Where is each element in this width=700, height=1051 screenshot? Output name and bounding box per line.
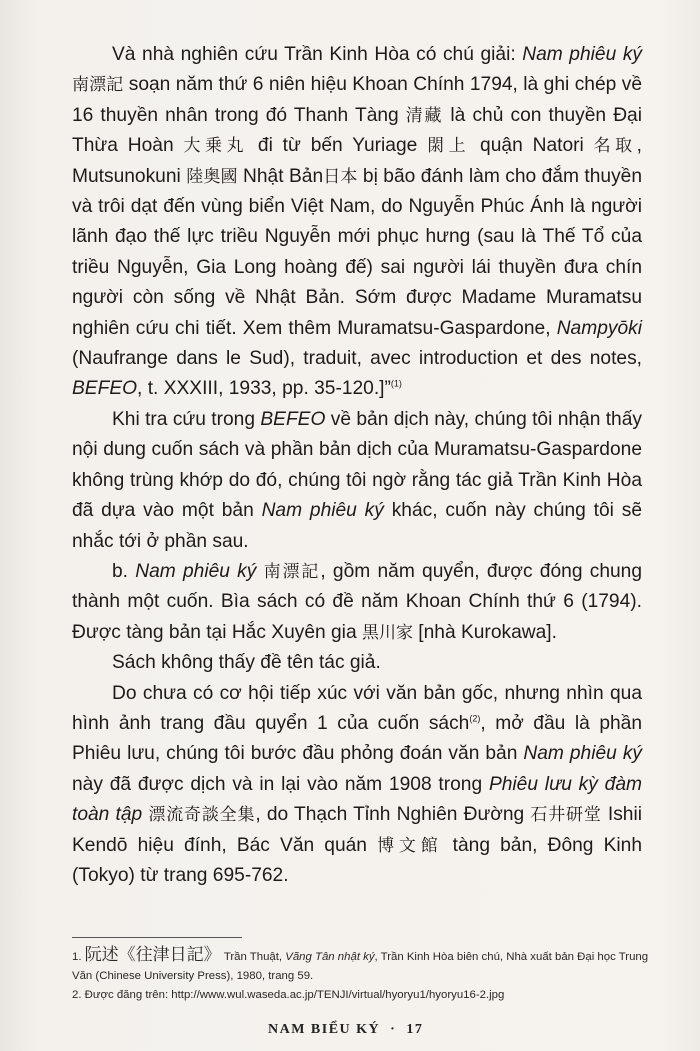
han-characters: 閖上	[427, 136, 471, 157]
text-run: , t. XXXIII, 1933, pp. 35-120.]”	[137, 378, 391, 400]
text-run: tàng bản, Đông Kinh (Tokyo) từ trang 695-762.	[72, 834, 642, 886]
text-run: đi từ bến Yuriage	[248, 135, 428, 157]
han-characters: 名取	[593, 136, 637, 157]
text-run: [nhà Kurokawa].	[412, 621, 557, 643]
text-run: 2. Được đăng trên: http://www.wul.waseda.ac.jp/TENJI/virtual/hyoryu1/hyoryu16-2.jpg	[72, 989, 505, 1001]
text-run: Sách không thấy đề tên tác giả.	[112, 652, 381, 674]
han-characters: 陸奥國	[186, 166, 238, 187]
han-characters: 石井研堂	[530, 805, 602, 826]
text-run: 1.	[72, 951, 85, 963]
text-run: b.	[112, 560, 136, 582]
text-run: Nampyōki	[556, 317, 642, 339]
text-run: Nam phiêu ký	[261, 500, 384, 522]
footnote-divider	[72, 937, 242, 938]
footnotes	[72, 946, 652, 1005]
running-footer	[268, 1022, 423, 1038]
han-characters: 漂流奇談全集	[148, 805, 256, 826]
text-run: , Mutsunokuni	[72, 135, 643, 187]
text-run: BEFEO	[260, 408, 326, 430]
text-run: Khi tra cứu trong	[112, 408, 261, 430]
han-characters: 大乗丸	[183, 136, 249, 157]
text-run: , Trần Kinh Hòa biên chú, Nhà xuất bản Đại học Trung Văn (Chinese University Press), 1980, trang 59.	[72, 951, 649, 982]
paragraph	[72, 405, 642, 557]
paragraph	[72, 648, 642, 678]
text-run: là chủ con thuyền Đại Thừa Hoàn	[72, 104, 642, 157]
han-characters: 博文館	[377, 835, 443, 856]
text-run: BEFEO	[72, 378, 138, 400]
text-run: (Naufrange dans le Sud), traduit, avec introduction et des notes,	[72, 348, 642, 370]
text-run: soạn năm thứ 6 niên hiệu Khoan Chính 1794, là ghi chép về 16 thuyền nhân trong đó Thanh Tàng	[72, 74, 642, 126]
text-run: Nhật Bản	[237, 165, 324, 187]
book-title: NAM BIỂU KÝ	[268, 1022, 381, 1037]
han-characters: 阮述《往津日記》	[84, 945, 221, 965]
text-run: , mở đầu là phần Phiêu lưu, chúng tôi bước đầu phỏng đoán văn bản	[72, 712, 642, 765]
text-run: Nam phiêu ký	[522, 44, 643, 65]
paragraph	[72, 679, 642, 892]
han-characters: 清藏	[405, 105, 444, 126]
footnote	[72, 986, 652, 1005]
text-run: về bản dịch này, chúng tôi nhận thấy nội dung cuốn sách và phần bản dịch của Muramatsu-Gaspardone không trùng khớp do đó, chúng tôi ngờ rằng tác giả Trần Kinh Hòa đã dựa vào một bản	[72, 408, 642, 522]
han-characters: 南漂記	[72, 75, 124, 96]
text-run: Vãng Tân nhật ký	[285, 951, 375, 963]
text-run: Và nhà nghiên cứu Trần Kinh Hòa có chú giải:	[112, 44, 523, 65]
page-number: 17	[406, 1022, 424, 1037]
paragraph	[72, 40, 642, 405]
footer-separator: ·	[390, 1022, 397, 1037]
han-characters: 黒川家	[361, 622, 413, 643]
body-text	[72, 40, 642, 891]
text-run: Phiêu lưu kỳ đàm toàn tập	[72, 773, 642, 826]
text-run: Do chưa có cơ hội tiếp xúc với văn bản gốc, nhưng nhìn qua hình ảnh trang đầu quyển 1 của cuốn sách	[72, 682, 642, 734]
text-run: , do Thạch Tỉnh Nghiên Đường	[255, 804, 531, 826]
text-run: bị bão đánh làm cho đắm thuyền và trôi dạt đến vùng biển Việt Nam, do Nguyễn Phúc Ánh là người lãnh đạo thế lực triều Nguyễn mới phục hưng (sau là Thế Tổ của triều Nguyễn, Gia Long hoàng đế) sai người lái thuyền đưa chín người còn sống về Nhật Bản. Sớm được Madame Muramatsu nghiên cứu chi tiết. Xem thêm Muramatsu-Gaspardone,	[72, 165, 643, 339]
text-run	[256, 561, 263, 582]
footnote	[72, 946, 652, 986]
text-run: Trần Thuật,	[220, 951, 286, 963]
han-characters: 南漂記	[263, 561, 321, 582]
text-run: Nam phiêu ký	[523, 743, 643, 765]
paragraph	[72, 557, 642, 648]
footnote-ref: (2)	[469, 713, 481, 724]
text-run: , gồm năm quyển, được đóng chung thành một cuốn. Bìa sách có đề năm Khoan Chính thứ 6 (1794). Được tàng bản tại Hắc Xuyên gia	[72, 560, 643, 643]
han-characters: 日本	[323, 166, 358, 187]
footnote-ref: (1)	[390, 379, 402, 390]
text-run: quận Natori	[470, 135, 594, 157]
text-run: này đã được dịch và in lại vào năm 1908 trong	[72, 773, 489, 795]
text-run: Ishii Kendō hiệu đính, Bác Văn quán	[72, 804, 643, 856]
text-run: khác, cuốn này chúng tôi sẽ nhắc tới ở phần sau.	[72, 500, 643, 552]
text-run: Nam phiêu ký	[135, 560, 257, 582]
